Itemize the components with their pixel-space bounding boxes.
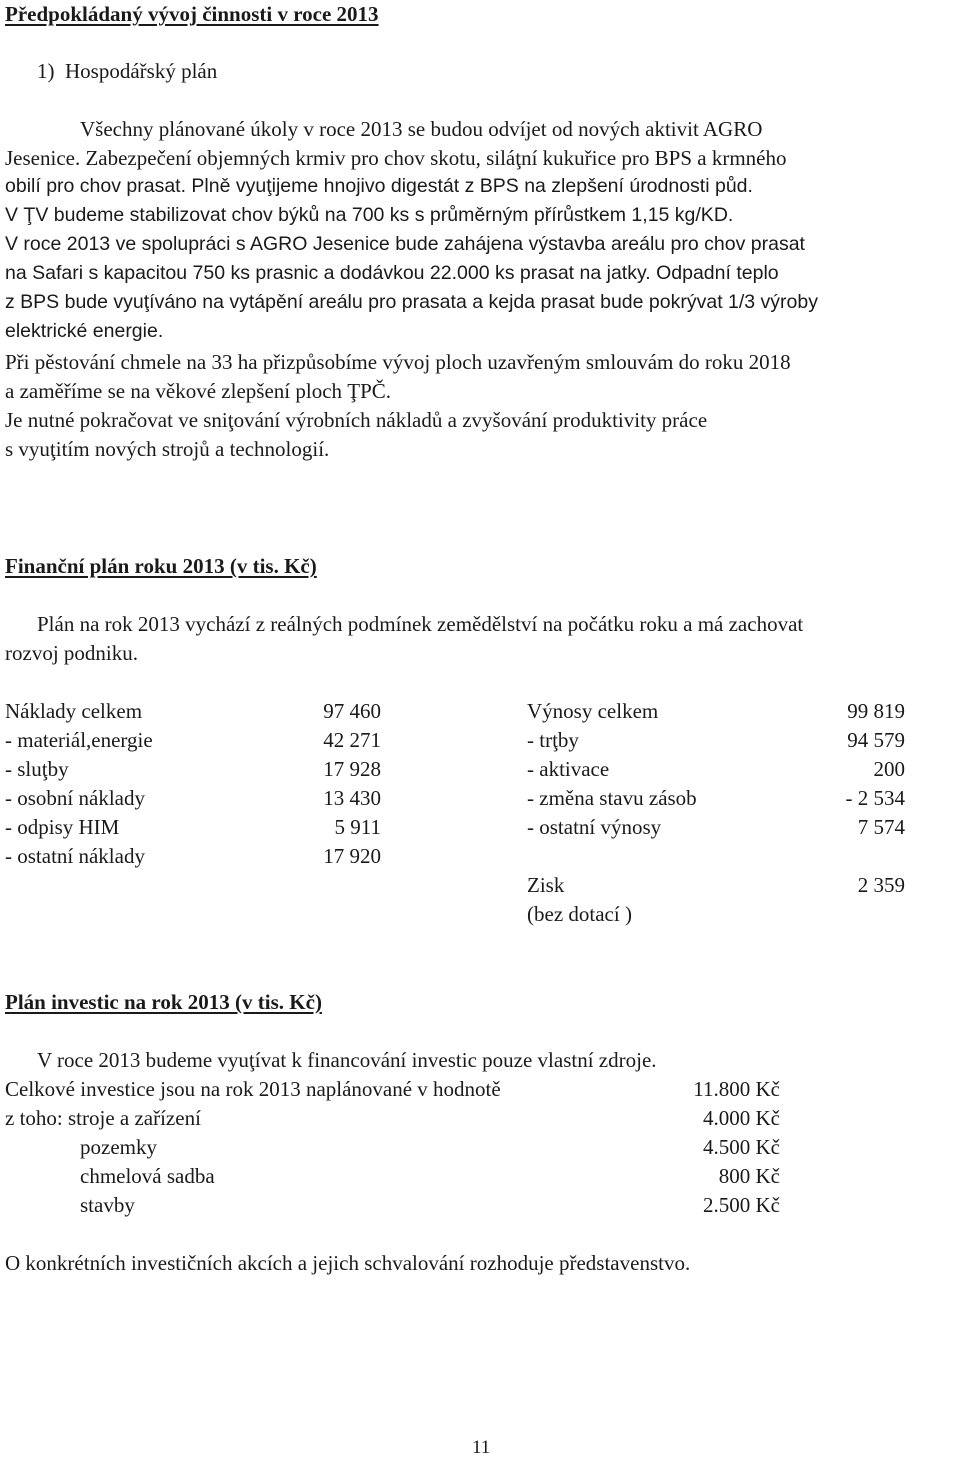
profit-note: (bez dotací ) — [527, 902, 632, 926]
cost-value: 5 911 — [334, 815, 381, 839]
plan-line: Je nutné pokračovat ve sniţování výrobních nákladů a zvyšování produktivity práce — [5, 408, 708, 432]
section-heading-financial-plan: Finanční plán roku 2013 (v tis. Kč) — [5, 554, 317, 578]
cost-label: - ostatní náklady — [5, 844, 145, 868]
revenue-value: 7 574 — [857, 815, 905, 839]
cost-label: - materiál,energie — [5, 728, 153, 752]
investment-value: 4.000 Kč — [703, 1106, 780, 1130]
investment-value: 800 Kč — [718, 1164, 780, 1188]
investment-label: Celkové investice jsou na rok 2013 naplánované v hodnotě — [5, 1077, 501, 1101]
plan-line: s vyuţitím nových strojů a technologií. — [5, 437, 330, 461]
page-number: 11 — [472, 1437, 491, 1458]
cost-value: 17 928 — [323, 757, 381, 781]
financial-intro-line: rozvoj podniku. — [5, 641, 138, 665]
investment-label: stavby — [80, 1193, 135, 1217]
plan-line: na Safari s kapacitou 750 ks prasnic a dodávkou 22.000 ks prasat na jatky. Odpadní teplo — [5, 262, 779, 284]
revenue-value: 99 819 — [847, 699, 905, 723]
revenue-label: Výnosy celkem — [527, 699, 659, 723]
revenue-value: 94 579 — [847, 728, 905, 752]
plan-line: obilí pro chov prasat. Plně vyuţijeme hnojivo digestát z BPS na zlepšení úrodnosti půd. — [5, 175, 753, 197]
cost-value: 42 271 — [323, 728, 381, 752]
cost-value: 13 430 — [323, 786, 381, 810]
revenue-label: - změna stavu zásob — [527, 786, 697, 810]
cost-label: - sluţby — [5, 757, 69, 781]
plan-line: a zaměříme se na věkové zlepšení ploch ŢPČ. — [5, 379, 392, 403]
cost-value: 97 460 — [323, 699, 381, 723]
plan-line: elektrické energie. — [5, 320, 164, 342]
profit-value: 2 359 — [857, 873, 905, 897]
plan-line: z BPS bude vyuţíváno na vytápění areálu pro prasata a kejda prasat bude pokrývat 1/3 výroby — [5, 291, 818, 313]
investment-intro: V roce 2013 budeme vyuţívat k financování investic pouze vlastní zdroje. — [37, 1048, 657, 1072]
investment-label: chmelová sadba — [80, 1164, 215, 1188]
section-heading-outlook: Předpokládaný vývoj činnosti v roce 2013 — [5, 2, 379, 26]
investment-value: 4.500 Kč — [703, 1135, 780, 1159]
plan-line: Jesenice. Zabezpečení objemných krmiv pro chov skotu, siláţní kukuřice pro BPS a krmného — [5, 146, 787, 170]
plan-line: Všechny plánované úkoly v roce 2013 se budou odvíjet od nových aktivit AGRO — [80, 117, 763, 141]
closing-statement: O konkrétních investičních akcích a jejich schvalování rozhoduje představenstvo. — [5, 1251, 691, 1275]
investment-value: 11.800 Kč — [693, 1077, 780, 1101]
revenue-label: - aktivace — [527, 757, 610, 781]
investment-value: 2.500 Kč — [703, 1193, 780, 1217]
plan-line: V ŢV budeme stabilizovat chov býků na 700 ks s průměrným přírůstkem 1,15 kg/KD. — [5, 204, 734, 226]
plan-line: V roce 2013 ve spolupráci s AGRO Jesenice bude zahájena výstavba areálu pro chov prasat — [5, 233, 805, 255]
revenue-label: - trţby — [527, 728, 579, 752]
cost-label: - osobní náklady — [5, 786, 145, 810]
revenue-label: - ostatní výnosy — [527, 815, 662, 839]
subsection-title-economic-plan: 1) Hospodářský plán — [37, 59, 218, 83]
revenue-value: 200 — [873, 757, 905, 781]
investment-label: z toho: stroje a zařízení — [5, 1106, 201, 1130]
profit-label: Zisk — [527, 873, 565, 897]
cost-value: 17 920 — [323, 844, 381, 868]
section-heading-investment-plan: Plán investic na rok 2013 (v tis. Kč) — [5, 990, 322, 1014]
cost-label: Náklady celkem — [5, 699, 143, 723]
financial-intro-line: Plán na rok 2013 vychází z reálných podmínek zemědělství na počátku roku a má zachovat — [37, 612, 804, 636]
revenue-value: - 2 534 — [845, 786, 905, 810]
plan-line: Při pěstování chmele na 33 ha přizpůsobíme vývoj ploch uzavřeným smlouvám do roku 2018 — [5, 350, 791, 374]
cost-label: - odpisy HIM — [5, 815, 120, 839]
investment-label: pozemky — [80, 1135, 157, 1159]
